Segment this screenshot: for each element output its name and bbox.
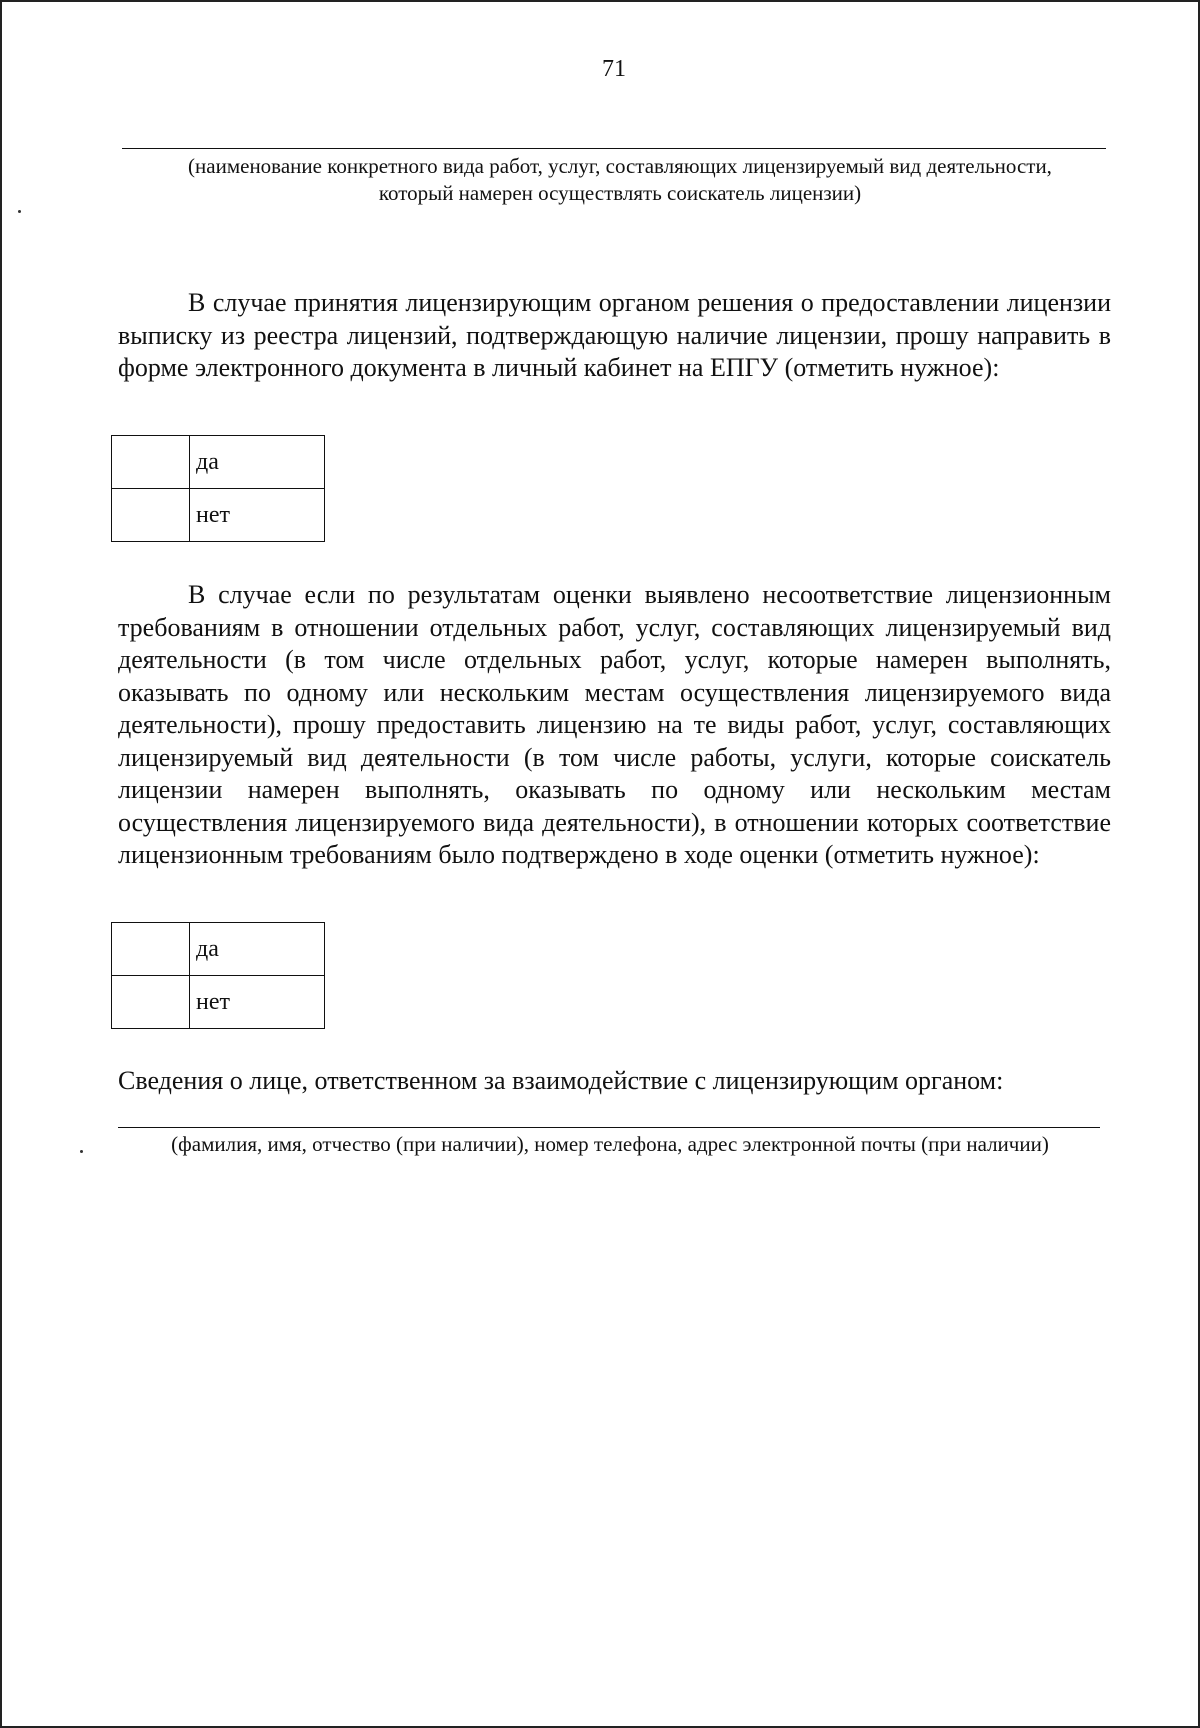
fill-in-line-activity (122, 148, 1106, 149)
fill-in-line-contact (118, 1127, 1100, 1128)
scan-speck (80, 1150, 83, 1153)
choice-row-yes (112, 436, 325, 489)
paragraph-contact-person: Сведения о лице, ответственном за взаимодействие с лицензирующим органом: (118, 1066, 1004, 1095)
choice-table-partial (111, 922, 325, 1029)
page-number: 71 (602, 56, 626, 82)
paragraph-partial-license: В случае если по результатам оценки выявлено несоответствие лицензионным требованиям в отношении отдельных работ, услуг, составляющих лицензируемый вид деятельности (в том числе отдельных работ, услуг, которые намерен выполнять, оказывать по одному или нескольким местам осуществления лицензируемого вида деятельности), прошу предоставить лицензию на те виды работ, услуг, составляющих лицензируемый вид деятельности (в том числе работы, услуги, которые соискатель лицензии намерен выполнять, оказывать по одному или нескольким местам осуществления лицензируемого вида деятельности), в отношении которых соответствие лицензионным требованиям было подтверждено в ходе оценки (отметить нужное): (118, 580, 1111, 869)
scan-speck (18, 210, 21, 213)
choice-label-no: нет (190, 976, 325, 1029)
caption-contact: (фамилия, имя, отчество (при наличии), номер телефона, адрес электронной почты (при наличии) (171, 1132, 1049, 1156)
checkbox-extract-yes[interactable] (112, 436, 190, 489)
choice-table-extract (111, 435, 325, 542)
choice-label-no: нет (190, 489, 325, 542)
checkbox-partial-no[interactable] (112, 976, 190, 1029)
choice-label-yes: да (190, 436, 325, 489)
choice-row-yes (112, 923, 325, 976)
caption-activity: (наименование конкретного вида работ, услуг, составляющих лицензируемый вид деятельности, который намерен осуществлять соискатель лицензии) (188, 154, 1052, 205)
choice-label-yes: да (190, 923, 325, 976)
choice-row-no (112, 976, 325, 1029)
checkbox-extract-no[interactable] (112, 489, 190, 542)
checkbox-partial-yes[interactable] (112, 923, 190, 976)
choice-row-no (112, 489, 325, 542)
paragraph-license-extract: В случае принятия лицензирующим органом решения о предоставлении лицензии выписку из реестра лицензий, подтверждающую наличие лицензии, прошу направить в форме электронного документа в личный кабинет на ЕПГУ (отметить нужное): (118, 288, 1111, 382)
